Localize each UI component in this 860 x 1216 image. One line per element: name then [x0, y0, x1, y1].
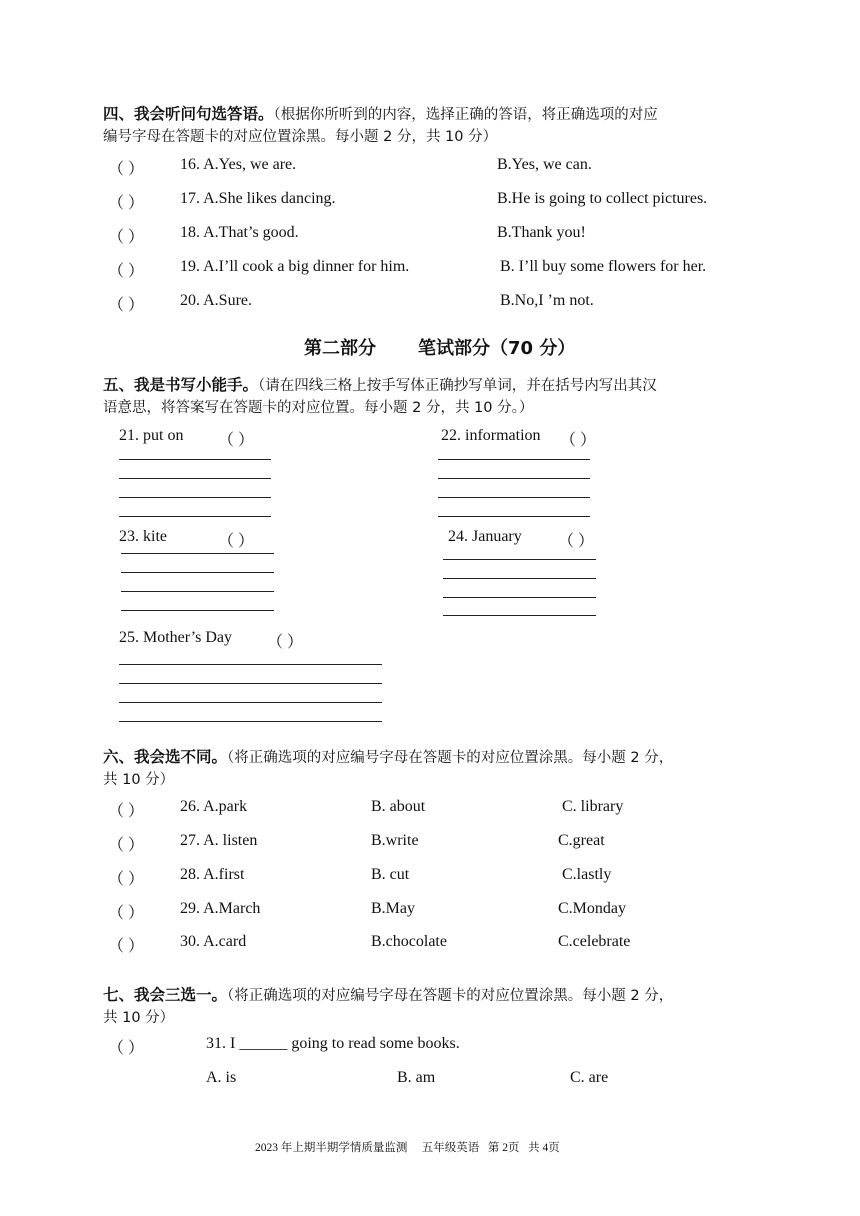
answer-bracket[interactable]: （ ）	[108, 297, 145, 314]
answer-bracket[interactable]: （ ）	[108, 803, 145, 820]
option-b: B. cut	[371, 866, 410, 883]
answer-bracket[interactable]: （ ）	[108, 263, 145, 280]
option-b: B.Thank you!	[497, 224, 586, 241]
option-c: C.great	[558, 832, 605, 849]
option-a: 28. A.first	[180, 866, 245, 883]
option-b: B.He is going to collect pictures.	[497, 190, 708, 207]
meaning-bracket[interactable]: （ ）	[218, 533, 255, 550]
answer-bracket[interactable]: （ ）	[108, 1040, 145, 1057]
section5-title: 五、我是书写小能手。	[103, 376, 259, 394]
section5-heading	[103, 374, 657, 397]
section6-instruction-a: （将正确选项的对应编号字母在答题卡的对应位置涂黑。每小题 2 分，	[227, 750, 674, 766]
answer-bracket[interactable]: （ ）	[108, 837, 145, 854]
answer-bracket[interactable]: （ ）	[108, 905, 145, 922]
word-label: 21. put on	[119, 427, 184, 444]
option-c: C. are	[570, 1069, 609, 1086]
page-footer: 2023 年上期半期学情质量监测 五年级英语 第 2页 共 4页	[255, 1142, 560, 1154]
option-a: 29. A.March	[180, 900, 261, 917]
option-b: B. am	[397, 1069, 436, 1086]
answer-bracket[interactable]: （ ）	[108, 938, 145, 955]
section4-title: 四、我会听问句选答语。	[103, 105, 274, 123]
word-label: 24. January	[448, 528, 522, 545]
section4-instruction-b: 编号字母在答题卡的对应位置涂黑。每小题 2 分，共 10 分）	[103, 129, 498, 145]
answer-bracket[interactable]: （ ）	[108, 871, 145, 888]
option-b: B. I’ll buy some flowers for her.	[500, 258, 707, 275]
option-c: C. library	[562, 798, 624, 815]
meaning-bracket[interactable]: （ ）	[218, 432, 255, 449]
word-label: 23. kite	[119, 528, 167, 545]
word-label: 25. Mother’s Day	[119, 629, 233, 646]
option-c: C.Monday	[558, 900, 626, 917]
option-a: 18. A.That’s good.	[180, 224, 299, 241]
section6-title: 六、我会选不同。	[103, 748, 228, 766]
part2-title-b: 笔试部分（70 分）	[418, 338, 576, 359]
option-a: 16. A.Yes, we are.	[180, 156, 297, 173]
option-b: B.No,I ’m not.	[500, 292, 594, 309]
section7-heading	[103, 984, 673, 1007]
part2-title-a: 第二部分	[304, 338, 376, 359]
section6-instruction-b: 共 10 分）	[103, 772, 175, 788]
option-b: B.chocolate	[371, 933, 447, 950]
option-a: 19. A.I’ll cook a big dinner for him.	[180, 258, 410, 275]
section4-heading	[103, 103, 658, 126]
option-b: B.May	[371, 900, 415, 917]
section5-instruction-b: 语意思，将答案写在答题卡的对应位置。每小题 2 分，共 10 分。）	[103, 400, 534, 416]
section7-instruction-b: 共 10 分）	[103, 1010, 175, 1026]
section6-heading	[103, 746, 673, 769]
option-b: B. about	[371, 798, 426, 815]
question-31-text: 31. I ______ going to read some books.	[206, 1035, 460, 1052]
option-c: C.celebrate	[558, 933, 631, 950]
option-a: 27. A. listen	[180, 832, 258, 849]
option-a: 20. A.Sure.	[180, 292, 252, 309]
option-a: 17. A.She likes dancing.	[180, 190, 336, 207]
meaning-bracket[interactable]: （ ）	[267, 634, 304, 651]
option-a: 26. A.park	[180, 798, 248, 815]
meaning-bracket[interactable]: （ ）	[560, 432, 597, 449]
option-c: C.lastly	[562, 866, 612, 883]
answer-bracket[interactable]: （ ）	[108, 195, 145, 212]
section7-instruction-a: （将正确选项的对应编号字母在答题卡的对应位置涂黑。每小题 2 分，	[227, 988, 674, 1004]
answer-bracket[interactable]: （ ）	[108, 229, 145, 246]
section5-instruction-a: （请在四线三格上按手写体正确抄写单词，并在括号内写出其汉	[258, 378, 657, 394]
option-b: B.Yes, we can.	[497, 156, 592, 173]
answer-bracket[interactable]: （ ）	[108, 161, 145, 178]
section7-title: 七、我会三选一。	[103, 986, 228, 1004]
option-a: 30. A.card	[180, 933, 247, 950]
meaning-bracket[interactable]: （ ）	[558, 533, 595, 550]
option-a: A. is	[206, 1069, 237, 1086]
option-b: B.write	[371, 832, 419, 849]
section4-instruction-a: （根据你所听到的内容，选择正确的答语，将正确选项的对应	[273, 107, 658, 123]
word-label: 22. information	[441, 427, 541, 444]
